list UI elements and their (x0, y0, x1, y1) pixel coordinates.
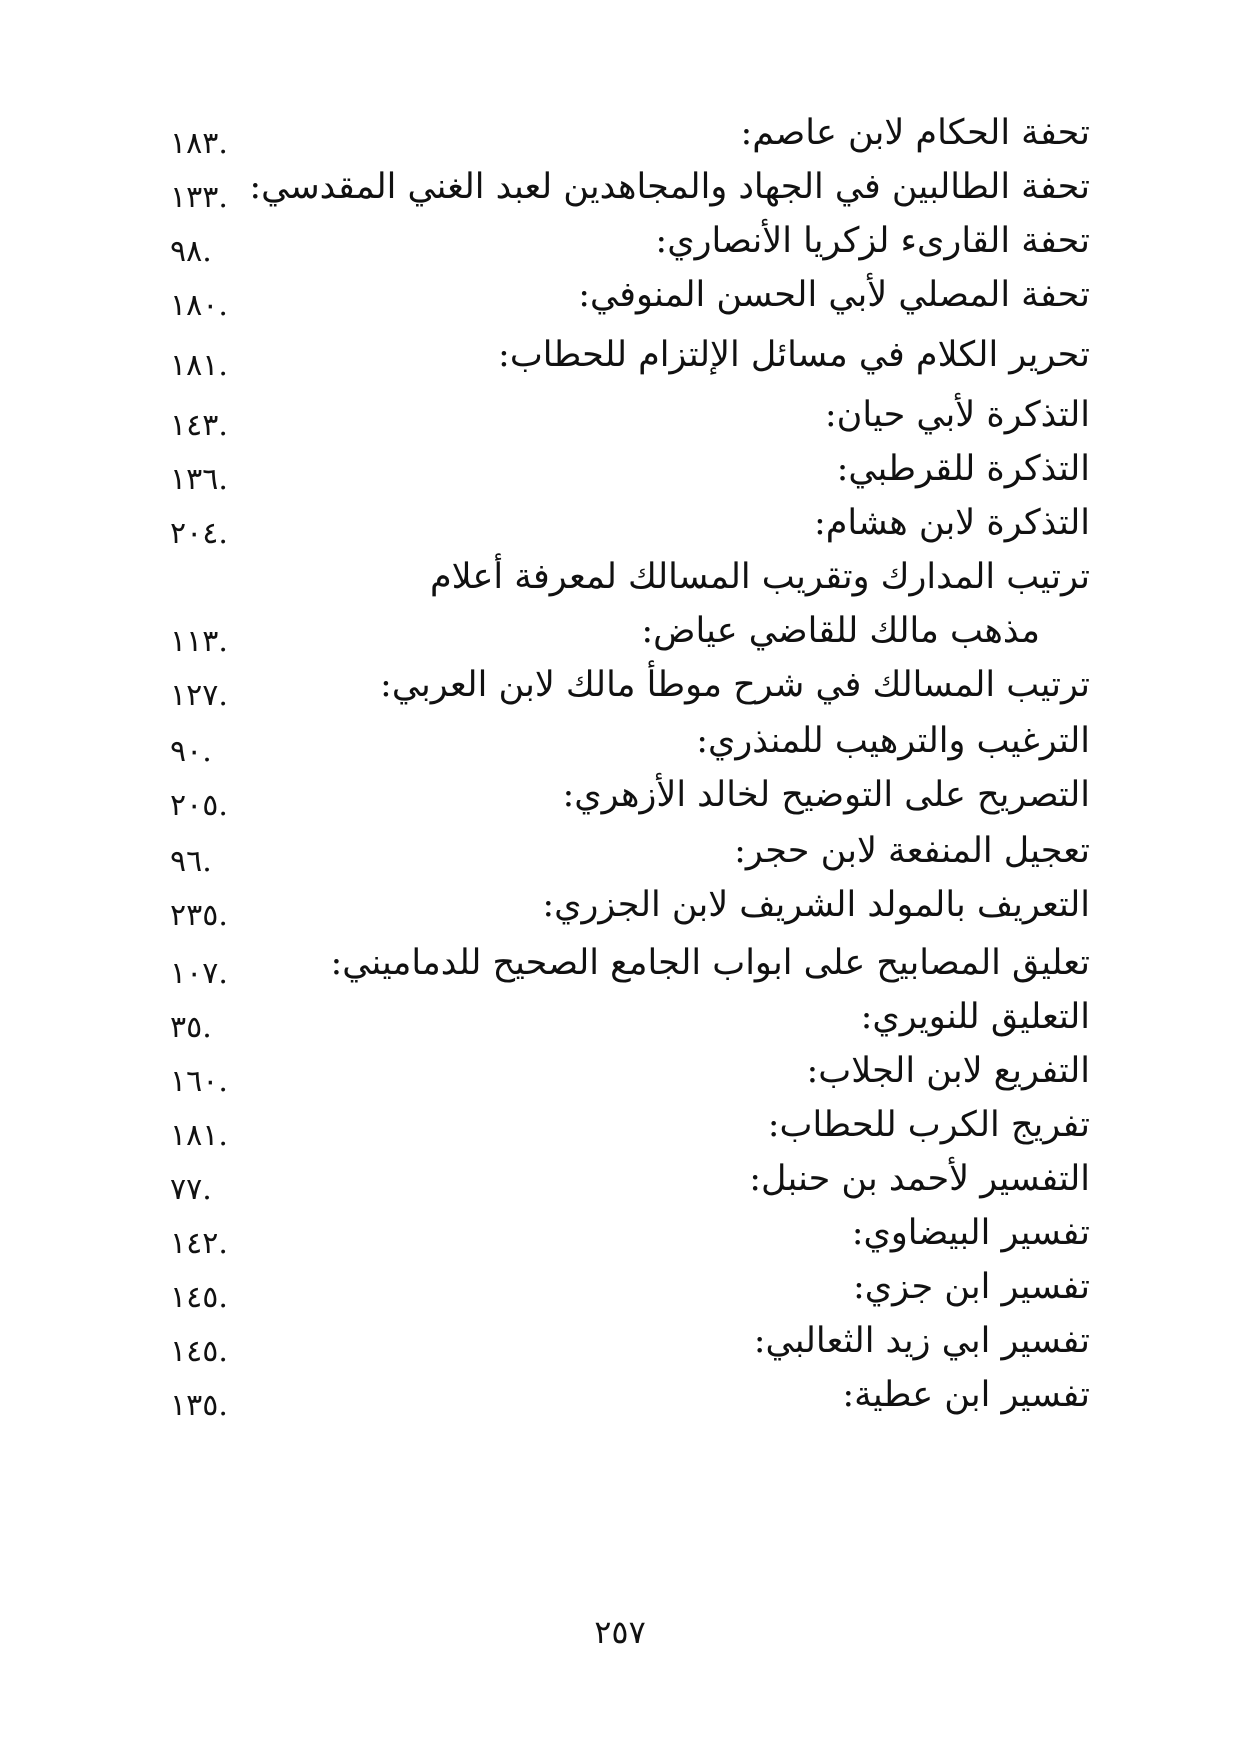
entry-page-ref: .١٤٣ (170, 408, 228, 443)
entry-page-ref: .١٤٥ (170, 1334, 228, 1369)
entry-page-ref: .١٣٣ (170, 180, 228, 215)
entry-page-ref: .١٨١ (170, 1118, 228, 1153)
index-entry (0, 1316, 1240, 1378)
entry-page-ref: .٢٠٤ (170, 516, 228, 551)
entry-title: مذهب مالك للقاضي عياض: (641, 611, 1040, 651)
entry-page-ref: .١٨١ (170, 348, 228, 383)
entry-title: تعليق المصابيح على ابواب الجامع الصحيح للدماميني: (330, 943, 1090, 983)
index-entry (0, 162, 1240, 224)
entry-title: التذكرة للقرطبي: (836, 449, 1090, 489)
entry-title: تفسير ابن عطية: (842, 1375, 1090, 1415)
entry-page-ref: .٢٠٥ (170, 788, 228, 823)
entry-title: ترتيب المسالك في شرح موطأ مالك لابن العربي: (380, 665, 1090, 705)
entry-title: التفسير لأحمد بن حنبل: (749, 1159, 1090, 1199)
index-entry (0, 270, 1240, 332)
index-entry (0, 826, 1240, 888)
page-number: ٢٥٧ (594, 1613, 646, 1651)
index-entry (0, 1100, 1240, 1162)
index-entry (0, 330, 1240, 392)
entry-page-ref: .١٣٥ (170, 1388, 228, 1423)
entry-title: تفسير ابن جزي: (852, 1267, 1090, 1307)
entry-page-ref: .١٨٣ (170, 126, 228, 161)
entry-title: التصريح على التوضيح لخالد الأزهري: (562, 775, 1090, 815)
index-entry (0, 1208, 1240, 1270)
index-entry (0, 108, 1240, 170)
entry-title: تفريج الكرب للحطاب: (767, 1105, 1090, 1145)
index-entry (0, 660, 1240, 722)
entry-page-ref: .١٤٢ (170, 1226, 228, 1261)
entry-page-ref: .١٨٠ (170, 288, 228, 323)
index-entry (0, 716, 1240, 778)
entry-title: تحفة الحكام لابن عاصم: (740, 113, 1090, 153)
index-entry (0, 216, 1240, 278)
entry-title: تحفة المصلي لأبي الحسن المنوفي: (578, 275, 1090, 315)
entry-page-ref: .٩٨ (170, 234, 212, 269)
entry-title: تحفة الطالبين في الجهاد والمجاهدين لعبد الغني المقدسي: (249, 167, 1090, 207)
index-entry (0, 1370, 1240, 1432)
entry-title: تحفة القارىء لزكريا الأنصاري: (655, 221, 1090, 261)
index-entry (0, 1046, 1240, 1108)
entry-page-ref: .١٤٥ (170, 1280, 228, 1315)
index-entry (0, 390, 1240, 452)
entry-page-ref: .٩٦ (170, 844, 212, 879)
index-entry (0, 1154, 1240, 1216)
index-entry (0, 1262, 1240, 1324)
index-entry (0, 770, 1240, 832)
index-entry (0, 552, 1240, 614)
entry-title: التعليق للنويري: (860, 997, 1090, 1037)
entry-title: تفسير البيضاوي: (851, 1213, 1090, 1253)
index-entry-continuation (0, 606, 1240, 668)
entry-title: تفسير ابي زيد الثعالبي: (753, 1321, 1090, 1361)
index-entry (0, 498, 1240, 560)
entry-title: تحرير الكلام في مسائل الإلتزام للحطاب: (498, 335, 1090, 375)
entry-title: ترتيب المدارك وتقريب المسالك لمعرفة أعلام (429, 557, 1090, 597)
entry-page-ref: .١١٣ (170, 624, 228, 659)
index-entry (0, 880, 1240, 942)
entry-page-ref: .١٠٧ (170, 956, 228, 991)
entry-title: تعجيل المنفعة لابن حجر: (734, 831, 1090, 871)
entry-page-ref: .٣٥ (170, 1010, 212, 1045)
index-entry (0, 444, 1240, 506)
entry-title: الترغيب والترهيب للمنذري: (696, 721, 1090, 761)
entry-page-ref: .١٦٠ (170, 1064, 228, 1099)
entry-page-ref: .١٣٦ (170, 462, 228, 497)
entry-page-ref: .٢٣٥ (170, 898, 228, 933)
entry-title: التعريف بالمولد الشريف لابن الجزري: (542, 885, 1090, 925)
entry-title: التذكرة لابن هشام: (813, 503, 1090, 543)
entry-page-ref: .٧٧ (170, 1172, 212, 1207)
entry-title: التذكرة لأبي حيان: (824, 395, 1090, 435)
index-entry (0, 938, 1240, 1000)
entry-title: التفريع لابن الجلاب: (806, 1051, 1090, 1091)
entry-page-ref: .٩٠ (170, 734, 212, 769)
entry-page-ref: .١٢٧ (170, 678, 228, 713)
index-entry (0, 992, 1240, 1054)
